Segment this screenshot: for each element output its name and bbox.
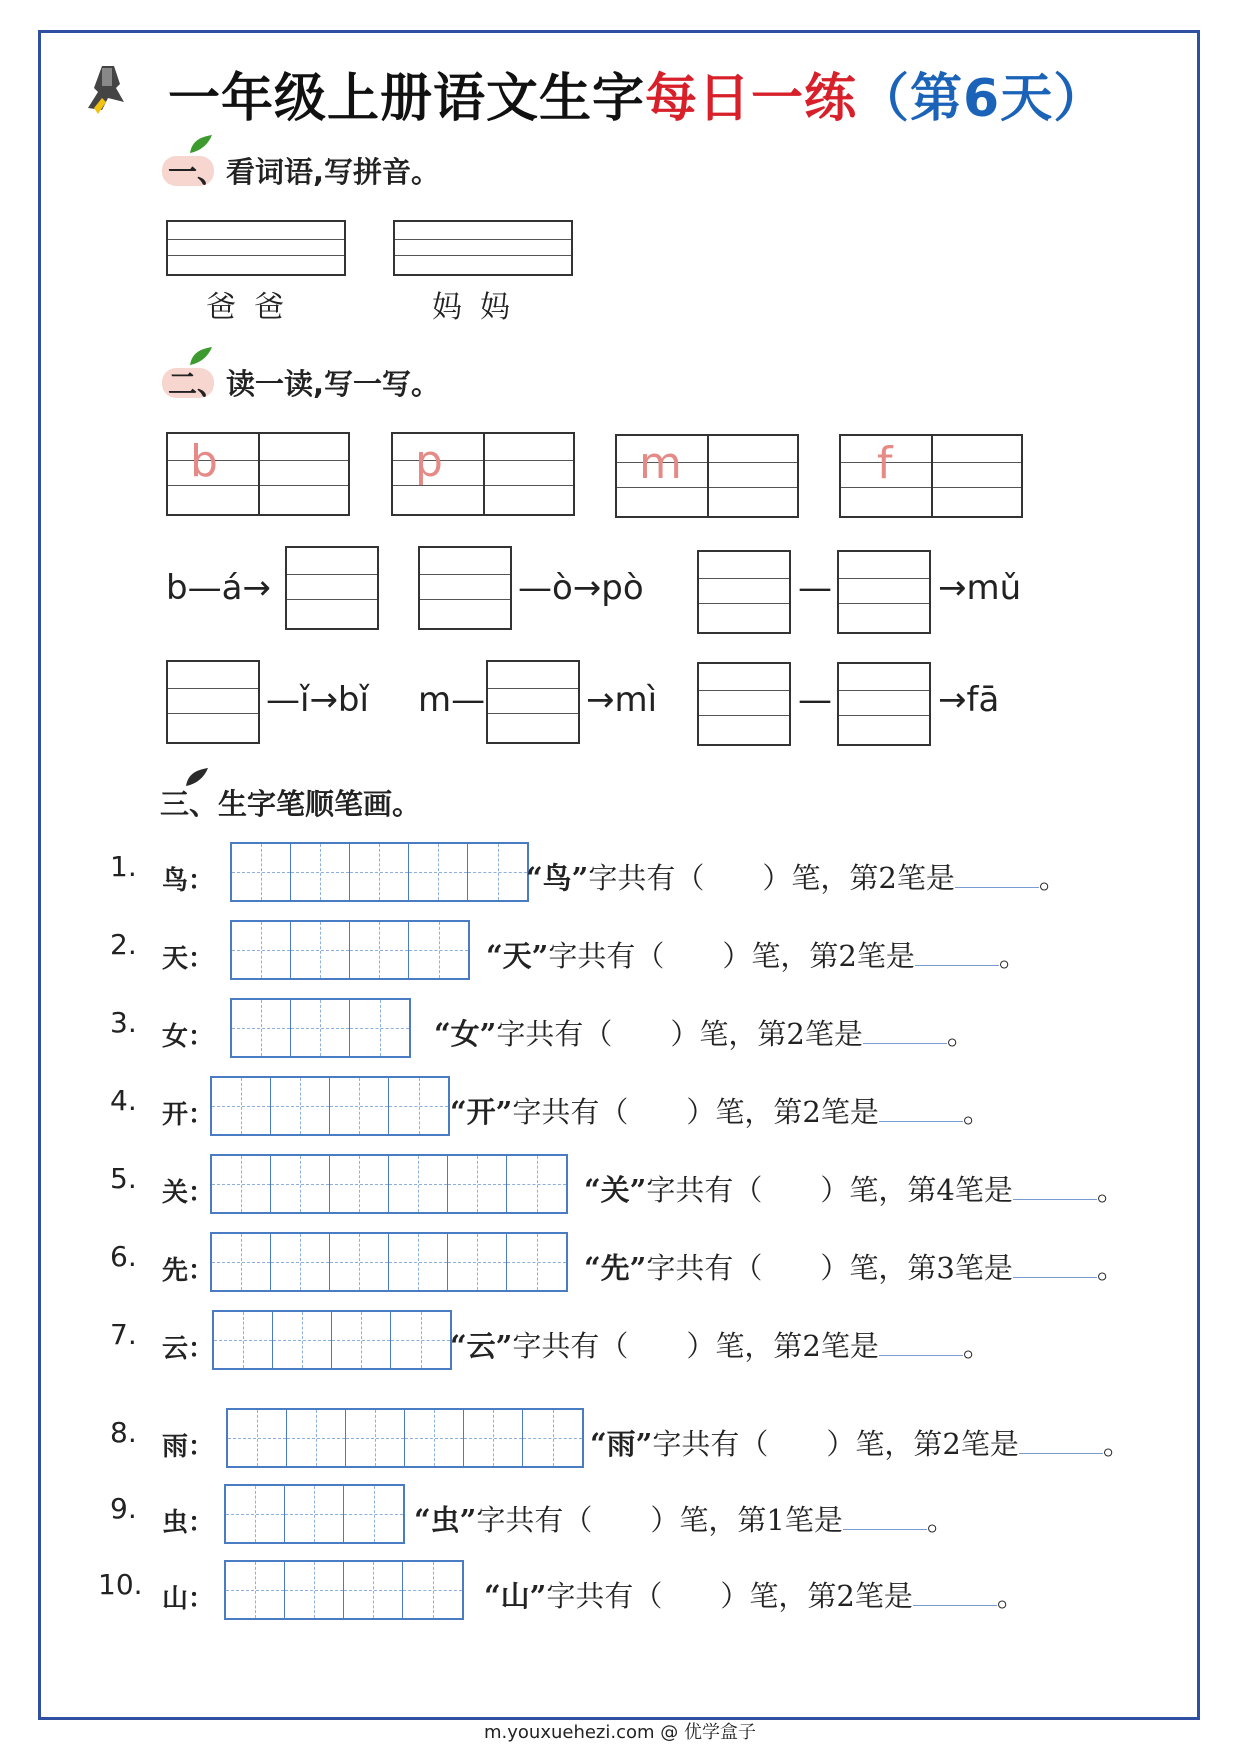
tian-zi-cell[interactable] (226, 1486, 285, 1542)
row-character: 云： (162, 1334, 215, 1364)
stroke-order-grid[interactable] (212, 1310, 452, 1370)
question-end: 。 (926, 1503, 956, 1537)
question-end: 。 (946, 1017, 976, 1051)
section-3-heading (160, 782, 421, 823)
row-number: 8. (110, 1416, 137, 1449)
answer-blank[interactable] (879, 1099, 963, 1122)
question-character: “鸟” (526, 861, 589, 895)
tian-zi-cell[interactable] (232, 1000, 291, 1056)
pinyin-answer-box-2[interactable] (393, 220, 573, 276)
stroke-order-grid[interactable] (224, 1484, 405, 1544)
letter-grid-m[interactable] (615, 434, 799, 518)
spelling-dash: — (798, 568, 832, 608)
title-close: 天） (1000, 69, 1107, 129)
tian-zi-cell[interactable] (507, 1234, 566, 1290)
tian-zi-cell[interactable] (271, 1156, 330, 1212)
answer-blank[interactable] (1013, 1177, 1097, 1200)
title-daily: 每日一练 (645, 69, 858, 129)
stroke-question (590, 1422, 1132, 1463)
spelling-box-8[interactable] (837, 662, 931, 746)
row-character: 天： (162, 944, 215, 974)
spelling-bi: —ǐ→bǐ (266, 680, 369, 720)
question-end: 。 (1038, 861, 1068, 895)
question-character: “虫” (414, 1503, 477, 1537)
question-character: “开” (450, 1095, 513, 1129)
answer-blank[interactable] (1019, 1431, 1103, 1454)
section-2-title: 读一读,写一写。 (226, 367, 441, 401)
row-number: 6. (110, 1240, 137, 1273)
stroke-order-grid[interactable] (224, 1560, 464, 1620)
stroke-question (450, 1090, 992, 1131)
tian-zi-cell[interactable] (403, 1562, 462, 1618)
section-2-number: 二、 (168, 362, 226, 403)
stroke-question (584, 1246, 1126, 1287)
row-character: 女： (162, 1022, 215, 1052)
trace-letter-p: p (415, 436, 443, 487)
stroke-order-grid[interactable] (230, 842, 529, 902)
spelling-box-6[interactable] (486, 660, 580, 744)
tian-zi-cell[interactable] (214, 1312, 273, 1368)
section-3-title: 生字笔顺笔画。 (218, 787, 422, 821)
tian-zi-cell[interactable] (464, 1410, 523, 1466)
question-text: 字共有（ ）笔，第2笔是 (588, 861, 955, 895)
tian-zi-cell[interactable] (344, 1562, 403, 1618)
tian-zi-cell[interactable] (228, 1410, 287, 1466)
answer-blank[interactable] (843, 1507, 927, 1530)
tian-zi-cell[interactable] (507, 1156, 566, 1212)
spelling-box-5[interactable] (166, 660, 260, 744)
question-character: “天” (486, 939, 549, 973)
tian-zi-cell[interactable] (285, 1486, 344, 1542)
stroke-question (484, 1574, 1026, 1615)
tian-zi-cell[interactable] (226, 1562, 285, 1618)
tian-zi-cell[interactable] (350, 1000, 409, 1056)
letter-grid-p[interactable] (391, 432, 575, 516)
tian-zi-cell[interactable] (389, 1156, 448, 1212)
row-number: 4. (110, 1084, 137, 1117)
section-1-heading (168, 150, 440, 191)
question-end: 。 (962, 1329, 992, 1363)
question-character: “雨” (590, 1427, 653, 1461)
trace-letter-f: f (877, 438, 893, 489)
tian-zi-cell[interactable] (391, 1312, 450, 1368)
tian-zi-cell[interactable] (346, 1410, 405, 1466)
tian-zi-cell[interactable] (291, 922, 350, 978)
question-end: 。 (1096, 1251, 1126, 1285)
question-text: 字共有（ ）笔，第2笔是 (548, 939, 915, 973)
word-mama: 妈妈 (432, 290, 528, 325)
question-text: 字共有（ ）笔，第2笔是 (512, 1095, 879, 1129)
section-1-number: 一、 (168, 150, 226, 191)
answer-blank[interactable] (879, 1333, 963, 1356)
tian-zi-cell[interactable] (232, 844, 291, 900)
question-text: 字共有（ ）笔，第4笔是 (646, 1173, 1013, 1207)
tian-zi-cell[interactable] (409, 844, 468, 900)
row-character: 先： (162, 1256, 215, 1286)
spelling-dash-2: — (798, 680, 832, 720)
stroke-order-grid[interactable] (210, 1076, 450, 1136)
tian-zi-cell[interactable] (468, 844, 527, 900)
stroke-question (584, 1168, 1126, 1209)
tian-zi-cell[interactable] (405, 1410, 464, 1466)
question-character: “女” (434, 1017, 497, 1051)
stroke-question (486, 934, 1028, 975)
stroke-question (526, 856, 1068, 897)
tian-zi-cell[interactable] (330, 1234, 389, 1290)
row-number: 5. (110, 1162, 137, 1195)
tian-zi-cell[interactable] (271, 1078, 330, 1134)
answer-blank[interactable] (863, 1021, 947, 1044)
question-text: 字共有（ ）笔，第2笔是 (546, 1579, 913, 1613)
spelling-po: —ò→pò (518, 568, 644, 608)
section-3-number: 三、 (160, 787, 219, 821)
trace-letter-b: b (190, 436, 218, 487)
answer-blank[interactable] (1013, 1255, 1097, 1278)
row-character: 鸟： (162, 866, 215, 896)
spelling-ba: b—á→ (166, 568, 271, 608)
row-character: 山： (162, 1584, 215, 1614)
question-end: 。 (1102, 1427, 1132, 1461)
row-number: 3. (110, 1006, 137, 1039)
tian-zi-cell[interactable] (448, 1156, 507, 1212)
row-number: 1. (110, 850, 137, 883)
question-end: 。 (998, 939, 1028, 973)
spelling-box-2[interactable] (418, 546, 512, 630)
tian-zi-cell[interactable] (291, 1000, 350, 1056)
title-day: 6 (963, 69, 1001, 129)
pinyin-answer-box-1[interactable] (166, 220, 346, 276)
stroke-order-grid[interactable] (226, 1408, 584, 1468)
question-end: 。 (1096, 1173, 1126, 1207)
row-number: 7. (110, 1318, 137, 1351)
tian-zi-cell[interactable] (389, 1234, 448, 1290)
tian-zi-cell[interactable] (212, 1078, 271, 1134)
tian-zi-cell[interactable] (523, 1410, 582, 1466)
tian-zi-cell[interactable] (330, 1078, 389, 1134)
tian-zi-cell[interactable] (409, 922, 468, 978)
row-character: 虫： (162, 1508, 215, 1538)
tian-zi-cell[interactable] (271, 1234, 330, 1290)
spelling-fa: →fā (938, 680, 1000, 720)
tian-zi-cell[interactable] (350, 844, 409, 900)
question-character: “云” (450, 1329, 513, 1363)
tian-zi-cell[interactable] (285, 1562, 344, 1618)
footer-source: m.youxuehezi.com @ 优学盒子 (483, 1722, 756, 1743)
spelling-m: m— (418, 680, 486, 720)
row-character: 雨： (162, 1432, 215, 1462)
question-character: “关” (584, 1173, 647, 1207)
question-character: “先” (584, 1251, 647, 1285)
stroke-order-grid[interactable] (210, 1154, 568, 1214)
question-text: 字共有（ ）笔，第2笔是 (496, 1017, 863, 1051)
stroke-question (434, 1012, 976, 1053)
question-end: 。 (962, 1095, 992, 1129)
title-main: 一年级上册语文生字 (168, 69, 646, 129)
stroke-order-grid[interactable] (230, 920, 470, 980)
section-2-heading (168, 362, 440, 403)
trace-letter-m: m (639, 438, 682, 489)
spelling-box-7[interactable] (697, 662, 791, 746)
tian-zi-cell[interactable] (291, 844, 350, 900)
answer-blank[interactable] (955, 865, 1039, 888)
stroke-order-grid[interactable] (230, 998, 411, 1058)
tian-zi-cell[interactable] (332, 1312, 391, 1368)
tian-zi-cell[interactable] (350, 922, 409, 978)
tian-zi-cell[interactable] (273, 1312, 332, 1368)
tian-zi-cell[interactable] (344, 1486, 403, 1542)
stroke-order-grid[interactable] (210, 1232, 568, 1292)
row-character: 关： (162, 1178, 215, 1208)
letter-grid-b[interactable] (166, 432, 350, 516)
question-text: 字共有（ ）笔，第2笔是 (652, 1427, 1019, 1461)
question-character: “山” (484, 1579, 547, 1613)
row-character: 开： (162, 1100, 215, 1130)
answer-blank[interactable] (915, 943, 999, 966)
question-end: 。 (996, 1579, 1026, 1613)
tian-zi-cell[interactable] (232, 922, 291, 978)
question-text: 字共有（ ）笔，第1笔是 (476, 1503, 843, 1537)
row-number: 2. (110, 928, 137, 961)
row-number: 10. (98, 1568, 143, 1601)
row-number: 9. (110, 1492, 137, 1525)
question-text: 字共有（ ）笔，第3笔是 (646, 1251, 1013, 1285)
pushpin-icon (80, 58, 132, 118)
tian-zi-cell[interactable] (287, 1410, 346, 1466)
stroke-question (414, 1498, 956, 1539)
spelling-box-1[interactable] (285, 546, 379, 630)
tian-zi-cell[interactable] (448, 1234, 507, 1290)
page-title (168, 56, 1106, 131)
section-1-title: 看词语,写拼音。 (226, 155, 441, 189)
tian-zi-cell[interactable] (212, 1156, 271, 1212)
stroke-question (450, 1324, 992, 1365)
word-baba: 爸爸 (206, 290, 302, 325)
question-text: 字共有（ ）笔，第2笔是 (512, 1329, 879, 1363)
spelling-mu: →mǔ (938, 568, 1022, 608)
spelling-box-4[interactable] (837, 550, 931, 634)
answer-blank[interactable] (913, 1583, 997, 1606)
title-open: （第 (857, 69, 964, 129)
spelling-box-3[interactable] (697, 550, 791, 634)
tian-zi-cell[interactable] (212, 1234, 271, 1290)
tian-zi-cell[interactable] (389, 1078, 448, 1134)
letter-grid-f[interactable] (839, 434, 1023, 518)
spelling-mi: →mì (586, 680, 658, 720)
tian-zi-cell[interactable] (330, 1156, 389, 1212)
